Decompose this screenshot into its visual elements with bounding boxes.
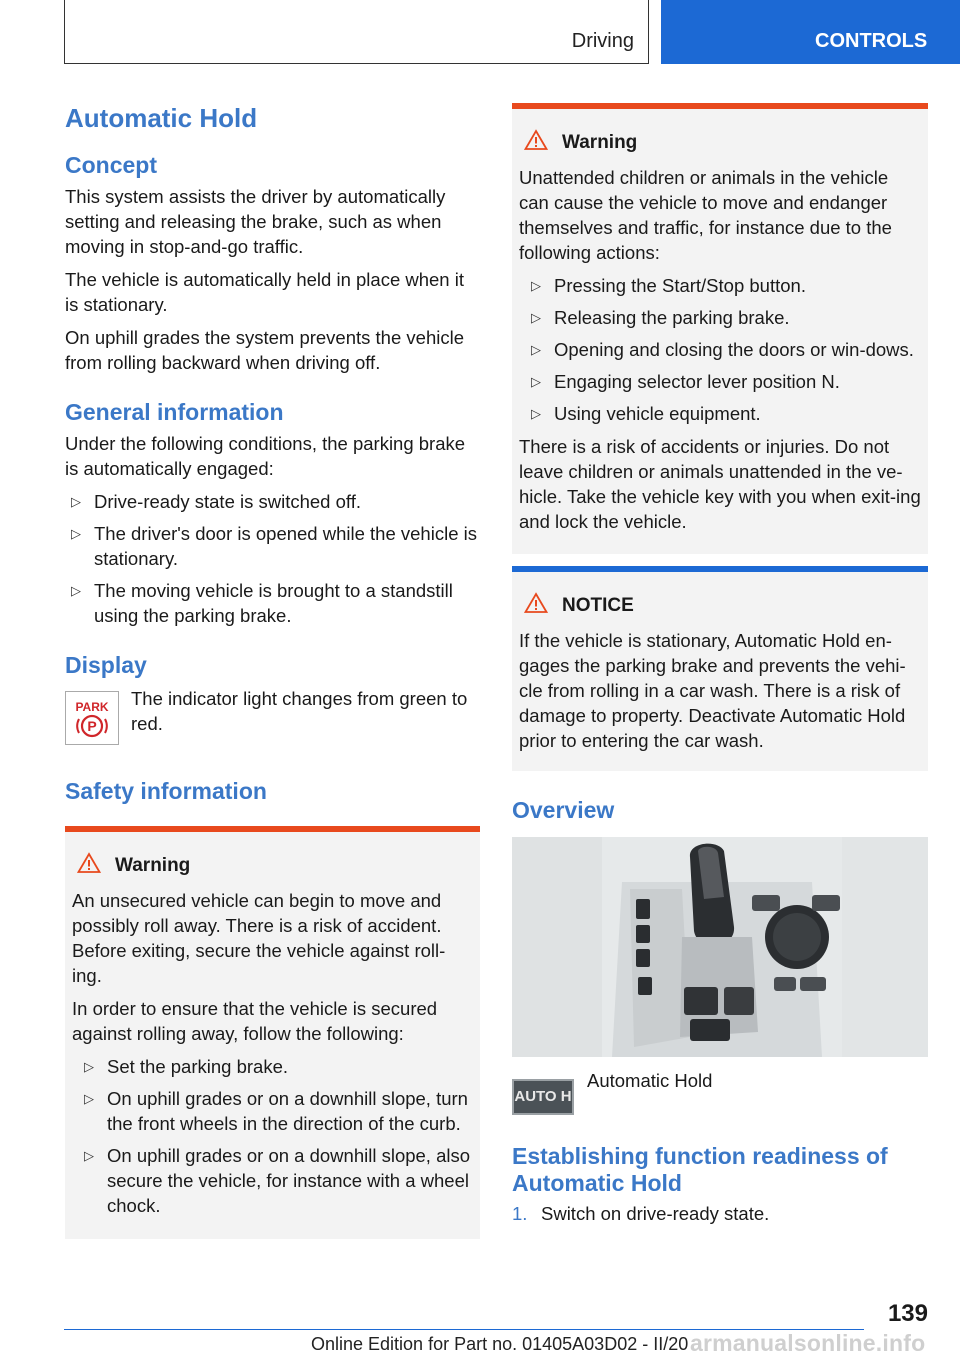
warning-paragraph: In order to ensure that the vehicle is secured against rolling away, follow the following: (72, 998, 438, 1044)
list-item-text: On uphill grades or on a downhill slope, also secure the vehicle, for instance with a wheel chock. (107, 1145, 471, 1216)
concept-heading: Concept (65, 152, 157, 178)
list-item (72, 1086, 474, 1136)
header-chapter-tab (661, 0, 960, 64)
notice-box (512, 566, 928, 771)
notice-title-row (519, 592, 922, 622)
list-item (519, 273, 922, 298)
step-text: Switch on drive-ready state. (541, 1203, 770, 1224)
auto-hold-button-row (512, 1071, 928, 1131)
overview-heading: Overview (512, 797, 615, 823)
list-item-text: Drive-ready state is switched off. (94, 491, 361, 512)
right-column (512, 103, 928, 1226)
warning-triangle-icon (524, 129, 548, 159)
header-chapter-label: CONTROLS (815, 30, 928, 52)
warning-triangle-icon (524, 592, 548, 622)
triangle-bullet-icon: ▷ (84, 1148, 94, 1163)
warning-title-row (72, 852, 474, 882)
list-item (72, 1054, 474, 1079)
footer-edition: Online Edition for Part no. 01405A03D02 - II/20 (311, 1334, 689, 1354)
children-warning-box (512, 103, 928, 554)
list-item (519, 401, 922, 426)
list-item-text: The driver's door is opened while the vehicle is stationary. (94, 523, 477, 569)
list-item (65, 489, 480, 514)
concept-paragraph: The vehicle is automatically held in place when it is stationary. (65, 269, 464, 315)
list-item (519, 337, 922, 362)
triangle-bullet-icon: ▷ (531, 310, 541, 325)
list-item (519, 305, 922, 330)
safety-list (72, 1054, 474, 1218)
park-icon-symbol: P (87, 718, 97, 734)
park-icon-label: PARK (75, 700, 109, 714)
safety-warning-box (65, 826, 480, 1239)
list-item-text: Pressing the Start/Stop button. (554, 275, 806, 296)
warning-triangle-icon (77, 852, 101, 882)
concept-paragraph: On uphill grades the system prevents the vehicle from rolling backward when driving off. (65, 327, 464, 373)
triangle-bullet-icon: ▷ (71, 583, 81, 598)
actions-list (519, 273, 922, 426)
list-item (512, 1201, 928, 1226)
concept-paragraph: This system assists the driver by automatically setting and releasing the brake, such as when moving in stop-and-go traffic. (65, 186, 446, 257)
general-list (65, 489, 480, 628)
center-console-image (512, 837, 928, 1057)
warning-paragraph: An unsecured vehicle can begin to move and possibly roll away. There is a risk of accident. Before exiting, secure the vehicle against roll-ing. (72, 890, 446, 986)
list-item (519, 369, 922, 394)
list-item (72, 1143, 474, 1218)
step-number: 1. (512, 1203, 528, 1224)
warning-paragraph: There is a risk of accidents or injuries. Do not leave children or animals unattended in the ve-hicle. Take the vehicle key with you when exit-ing and lock the vehicle. (519, 436, 921, 532)
display-text: The indicator light changes from green to red. (131, 688, 468, 734)
triangle-bullet-icon: ▷ (531, 278, 541, 293)
auto-hold-caption: Automatic Hold (587, 1070, 713, 1091)
list-item (65, 521, 480, 571)
page-number: 139 (887, 1300, 928, 1327)
park-indicator-icon (65, 691, 119, 745)
warning-paragraph: Unattended children or animals in the vehicle can cause the vehicle to move and endanger themselves and traffic, for instance due to the following actions: (519, 167, 892, 263)
list-item-text: Using vehicle equipment. (554, 403, 761, 424)
page-title: Automatic Hold (65, 103, 258, 133)
safety-heading: Safety information (65, 778, 267, 804)
general-heading: General information (65, 399, 284, 425)
header-section-label: Driving (571, 30, 634, 52)
triangle-bullet-icon: ▷ (84, 1059, 94, 1074)
watermark: armanualsonline.info (690, 1330, 926, 1356)
triangle-bullet-icon: ▷ (531, 406, 541, 421)
left-column (65, 100, 480, 1239)
triangle-bullet-icon: ▷ (71, 526, 81, 541)
triangle-bullet-icon: ▷ (531, 374, 541, 389)
notice-text: If the vehicle is stationary, Automatic Hold en-gages the parking brake and prevents the vehi-cle from rolling in a car wash. There is a risk of damage to property. Deactivate Automatic Hold prior to entering the car wash. (519, 630, 906, 751)
notice-title: NOTICE (562, 595, 634, 616)
list-item (65, 578, 480, 628)
list-item-text: On uphill grades or on a downhill slope, turn the front wheels in the direction of the curb. (107, 1088, 468, 1134)
display-row (65, 686, 480, 748)
triangle-bullet-icon: ▷ (531, 342, 541, 357)
triangle-bullet-icon: ▷ (71, 494, 81, 509)
general-intro: Under the following conditions, the parking brake is automatically engaged: (65, 433, 466, 479)
establishing-steps (512, 1201, 928, 1226)
header-section-tab (64, 0, 649, 64)
list-item-text: Releasing the parking brake. (554, 307, 790, 328)
auto-hold-button-icon: AUTO H (512, 1079, 574, 1115)
display-heading: Display (65, 652, 147, 678)
triangle-bullet-icon: ▷ (84, 1091, 94, 1106)
warning-title: Warning (562, 132, 638, 153)
warning-title: Warning (115, 855, 191, 876)
establishing-heading: Establishing function readiness of Automatic Hold (512, 1143, 888, 1196)
list-item-text: Set the parking brake. (107, 1056, 288, 1077)
list-item-text: Engaging selector lever position N. (554, 371, 840, 392)
list-item-text: The moving vehicle is brought to a standstill using the parking brake. (94, 580, 453, 626)
warning-title-row (519, 129, 922, 159)
list-item-text: Opening and closing the doors or win-dows. (554, 339, 914, 360)
